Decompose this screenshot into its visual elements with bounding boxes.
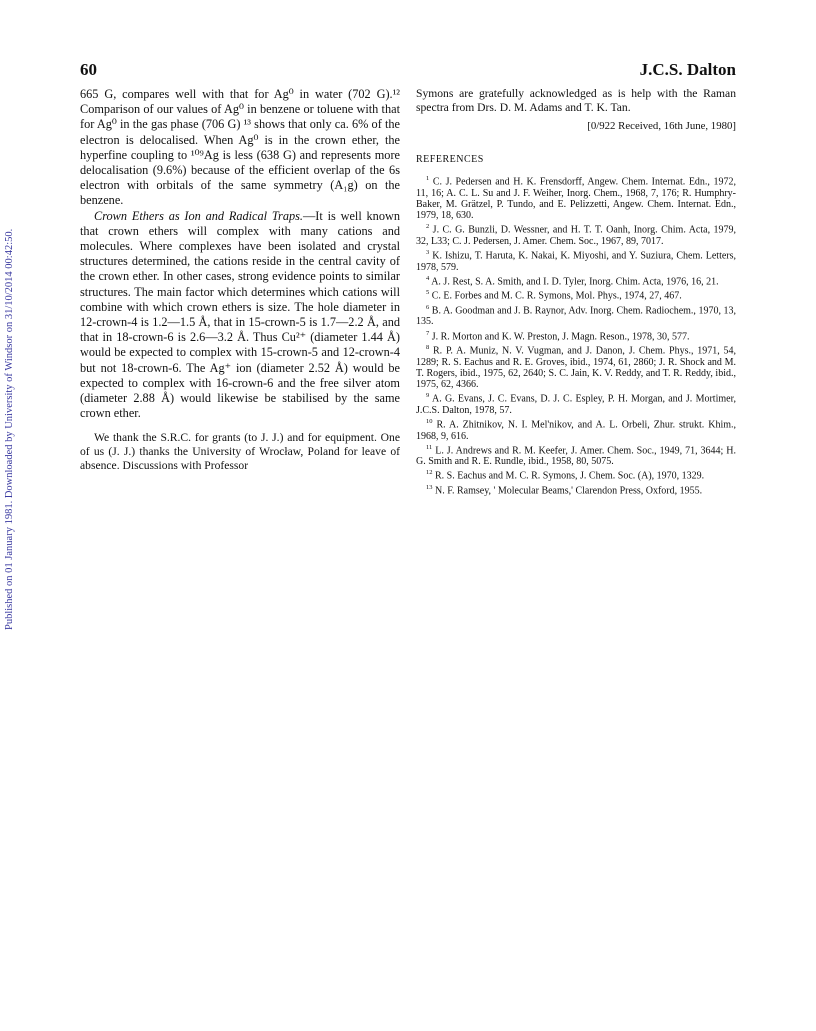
- reference-item: [416, 467, 736, 482]
- reference-text: A. G. Evans, J. C. Evans, D. J. C. Espley, P. H. Morgan, and J. Mortimer, J.C.S. Dalton, 1978, 57.: [416, 393, 736, 416]
- reference-item: [416, 173, 736, 221]
- reference-item: [416, 328, 736, 343]
- reference-text: R. A. Zhitnikov, N. I. Mel'nikov, and A. L. Orbeli, Zhur. strukt. Khim., 1968, 9, 616.: [416, 419, 737, 442]
- reference-text: J. R. Morton and K. W. Preston, J. Magn. Reson., 1978, 30, 577.: [431, 330, 690, 342]
- reference-text: C. J. Pedersen and H. K. Frensdorff, Angew. Chem. Internat. Edn., 1972, 11, 16; A. C. L. Su and J. F. Weiher, Inorg. Chem., 1968, 7, 176; R. Humphry-Baker, M. Grätzel, P. Tundo, and E. Pelizzetti, Angew. Chem. Internat. Edn., 1979, 18, 630.: [416, 176, 737, 222]
- right-column: [416, 87, 736, 497]
- reference-item: [416, 342, 736, 390]
- reference-item: [416, 273, 736, 288]
- reference-item: [416, 247, 736, 273]
- reference-number: 11: [426, 443, 433, 451]
- reference-number: 5: [426, 289, 430, 297]
- reference-number: 3: [426, 249, 430, 257]
- left-column: [80, 87, 400, 472]
- reference-item: [416, 442, 736, 468]
- body-paragraph-1: 665 G, compares well with that for Ag⁰ in water (702 G).¹² Comparison of our values of Ag⁰ in benzene or toluene with that for Ag⁰ in the gas phase (706 G) ¹³ shows that only ca. 6% of the electron is delocalised. When Ag⁰ is in the crown ether, the hyperfine coupling to ¹⁰⁹Ag is less (638 G) and represents more delocalisation (9.6%) because of the efficient overlap of the 6s electron with orbitals of the same symmetry (A₁g) on the benzene.: [80, 87, 400, 208]
- reference-text: R. P. A. Muniz, N. V. Vugman, and J. Danon, J. Chem. Phys., 1971, 54, 1289; R. S. Eachus and R. E. Groves, ibid., 1974, 61, 2860; J. R. Shock and M. T. Rogers, ibid., 1975, 62, 2640; S. C. Jain, K. V. Reddy, and T. R. Reddy, ibid., 1975, 62, 4366.: [416, 345, 736, 391]
- reference-number: 2: [426, 223, 430, 231]
- reference-number: 9: [426, 392, 430, 400]
- reference-number: 1: [426, 175, 430, 183]
- reference-text: K. Ishizu, T. Haruta, K. Nakai, K. Miyoshi, and Y. Suziura, Chem. Letters, 1978, 579.: [416, 250, 737, 273]
- reference-item: [416, 221, 736, 247]
- reference-text: N. F. Ramsey, ' Molecular Beams,' Clarendon Press, Oxford, 1955.: [435, 485, 703, 497]
- reference-text: R. S. Eachus and M. C. R. Symons, J. Chem. Soc. (A), 1970, 1329.: [435, 470, 705, 482]
- reference-number: 8: [426, 344, 430, 352]
- section-run-in-heading: Crown Ethers as Ion and Radical Traps.: [94, 208, 303, 223]
- reference-item: [416, 482, 736, 497]
- reference-item: [416, 302, 736, 328]
- reference-number: 7: [426, 329, 430, 337]
- page-number: 60: [80, 60, 97, 79]
- reference-number: 4: [426, 274, 430, 282]
- reference-number: 10: [426, 418, 433, 425]
- reference-item: [416, 416, 736, 442]
- reference-text: A. J. Rest, S. A. Smith, and I. D. Tyler, Inorg. Chim. Acta, 1976, 16, 21.: [431, 276, 719, 288]
- body-paragraph-2: [80, 209, 400, 422]
- journal-name: J.C.S. Dalton: [639, 60, 736, 79]
- reference-item: [416, 287, 736, 302]
- reference-text: C. E. Forbes and M. C. R. Symons, Mol. Phys., 1974, 27, 467.: [431, 290, 682, 302]
- reference-number: 6: [426, 303, 430, 311]
- download-provenance-text: Published on 01 January 1981. Downloaded by University of Windsor on 31/10/2014 00:42:50.: [4, 228, 15, 630]
- received-date: [0/922 Received, 16th June, 1980]: [587, 120, 736, 133]
- reference-text: L. J. Andrews and R. M. Keefer, J. Amer. Chem. Soc., 1949, 71, 3644; H. G. Smith and R. E. Rundle, ibid., 1958, 80, 5075.: [416, 445, 737, 468]
- reference-text: J. C. G. Bunzli, D. Wessner, and H. T. T. Oanh, Inorg. Chim. Acta, 1979, 32, L33; C. J. Pedersen, J. Amer. Chem. Soc., 1967, 89, 7017.: [416, 224, 736, 247]
- acknowledgement-paragraph: We thank the S.R.C. for grants (to J. J.) and for equipment. One of us (J. J.) thanks the University of Wrocław, Poland for leave of absence. Discussions with Professor: [80, 431, 400, 472]
- references-list: [416, 173, 736, 496]
- references-heading: REFERENCES: [416, 154, 484, 166]
- reference-number: 13: [426, 484, 433, 491]
- download-provenance-note: [2, 210, 18, 630]
- section-body-text: —It is well known that crown ethers will complex with many cations and molecules. Where complexes have been isolated and crystal structures determined, the cations reside in the central cavity of the crown ether. In other cases, strong evidence points to similar structures. The main factor which determines which cations will combine with which crown ethers is size. The hole diameter in 12-crown-4 is 1.2—1.5 Å, that in 15-crown-5 is 1.7—2.2 Å, and that in 18-crown-6 is 2.6—3.2 Å. Thus Cu²⁺ (diameter 1.44 Å) would be expected to complex with 15-crown-5 and 12-crown-4 but not 18-crown-6. The Ag⁺ ion (diameter 2.52 Å) would be expected to complex with 16-crown-6 and the free silver atom (diameter 2.88 Å) would likewise be stabilised by the same crown ether.: [80, 208, 400, 421]
- reference-text: B. A. Goodman and J. B. Raynor, Adv. Inorg. Chem. Radiochem., 1970, 13, 135.: [416, 305, 737, 328]
- reference-number: 12: [426, 469, 433, 477]
- acknowledgement-continuation: Symons are gratefully acknowledged as is help with the Raman spectra from Drs. D. M. Adams and T. K. Tan.: [416, 87, 736, 114]
- reference-item: [416, 390, 736, 416]
